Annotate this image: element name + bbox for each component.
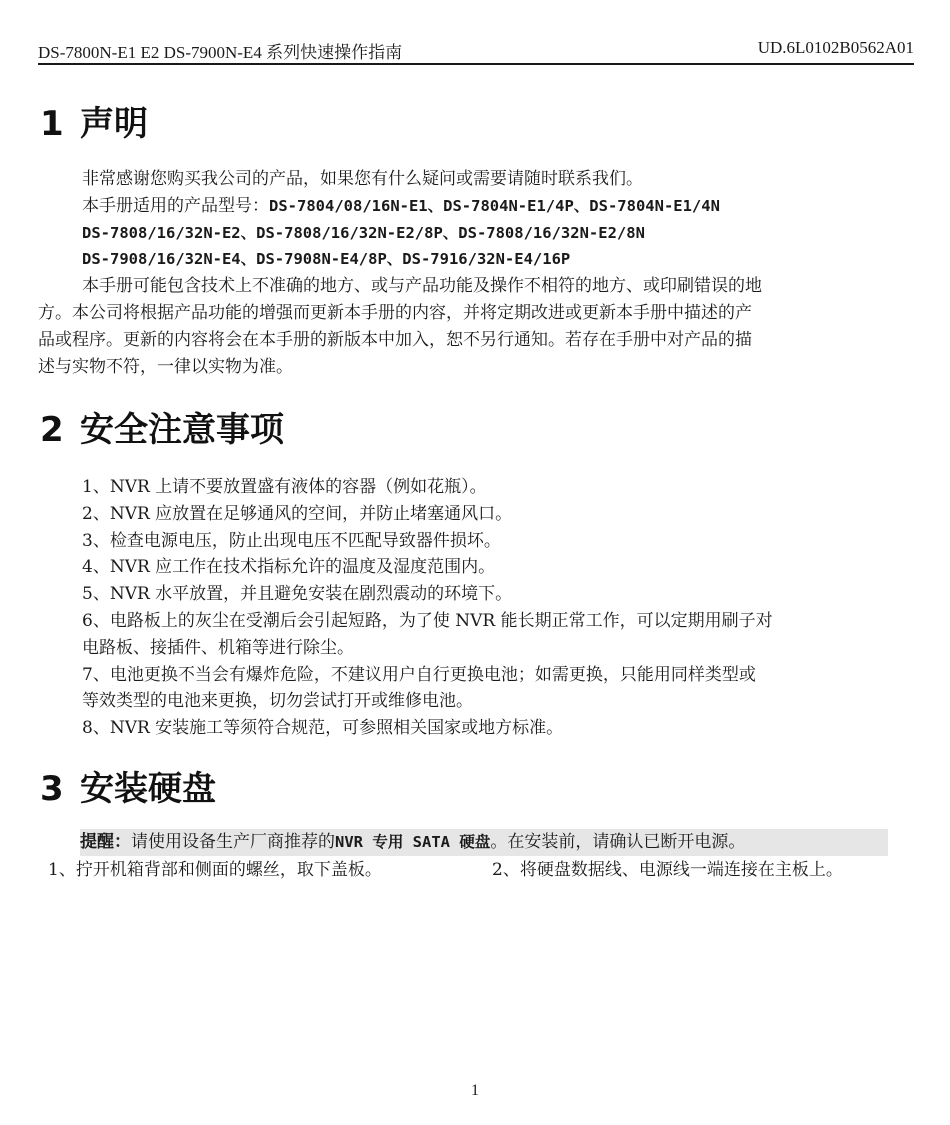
safety-item-7-line-2: 等效类型的电池来更换，切勿尝试打开或维修电池。 [82, 691, 473, 712]
install-steps [48, 857, 912, 884]
reminder-disk-type: NVR 专用 SATA 硬盘 [335, 833, 491, 851]
models-label: 本手册适用的产品型号： [82, 195, 269, 216]
section-3-number: 3 [40, 769, 64, 809]
section-1-number: 1 [40, 104, 64, 144]
reminder-text-pre: 请使用设备生产厂商推荐的 [131, 832, 335, 852]
reminder-text-post: 。在安装前，请确认已断开电源。 [490, 832, 746, 852]
safety-item-4: 4、NVR 应工作在技术指标允许的温度及湿度范围内。 [82, 557, 496, 578]
safety-item-3: 3、检查电源电压，防止出现电压不匹配导致器件损坏。 [82, 530, 501, 551]
models-line-2: DS-7808/16/32N-E2、DS-7808/16/32N-E2/8P、DS-7808/16/32N-E2/8N [82, 223, 645, 242]
safety-item-5: 5、NVR 水平放置，并且避免安装在剧烈震动的环境下。 [82, 584, 513, 605]
section-2-title: 安全注意事项 [80, 410, 284, 450]
reminder-note [80, 829, 888, 856]
header-rule [38, 63, 914, 65]
safety-item-6-line-2: 电路板、接插件、机箱等进行除尘。 [82, 637, 354, 658]
section-1-heading [40, 103, 148, 145]
safety-item-7-line-1: 7、电池更换不当会有爆炸危险，不建议用户自行更换电池；如需更换，只能用同样类型或 [82, 664, 756, 685]
disclaimer-line-4: 述与实物不符，一律以实物为准。 [38, 356, 293, 377]
install-step-1: 1、拧开机箱背部和侧面的螺丝，取下盖板。 [48, 860, 382, 880]
section-1-body [38, 166, 912, 380]
header-title: DS-7800N-E1 E2 DS-7900N-E4 系列快速操作指南 [38, 43, 403, 62]
section-3-heading [40, 768, 216, 810]
models-line-1: DS-7804/08/16N-E1、DS-7804N-E1/4P、DS-7804N-E1/4N [269, 196, 720, 215]
models-paragraph [38, 193, 912, 220]
reminder-label: 提醒： [80, 832, 131, 852]
safety-item-1: 1、NVR 上请不要放置盛有液体的容器（例如花瓶）。 [82, 477, 487, 497]
disclaimer-paragraph [38, 273, 912, 380]
section-1-title: 声明 [80, 104, 148, 144]
disclaimer-line-3: 品或程序。更新的内容将会在本手册的新版本中加入，恕不另行通知。若存在手册中对产品的描 [38, 329, 752, 350]
models-line-2-row [38, 220, 912, 247]
disclaimer-line-1: 本手册可能包含技术上不准确的地方、或与产品功能及操作不相符的地方、或印刷错误的地 [82, 276, 762, 297]
page-number: 1 [471, 1082, 479, 1099]
safety-item-6-line-1: 6、电路板上的灰尘在受潮后会引起短路，为了使 NVR 能长期正常工作，可以定期用刷子对 [82, 610, 773, 631]
install-step-2: 2、将硬盘数据线、电源线一端连接在主板上。 [492, 860, 843, 880]
models-line-3-row [38, 246, 912, 273]
document-code: UD.6L0102B0562A01 [757, 38, 914, 57]
section-3-title: 安装硬盘 [80, 769, 216, 809]
models-line-3: DS-7908/16/32N-E4、DS-7908N-E4/8P、DS-7916/32N-E4/16P [82, 250, 571, 269]
disclaimer-line-2: 方。本公司将根据产品功能的增强而更新本手册的内容，并将定期改进或更新本手册中描述的产 [38, 302, 752, 323]
safety-item-2: 2、NVR 应放置在足够通风的空间，并防止堵塞通风口。 [82, 503, 513, 524]
safety-list [82, 474, 912, 742]
safety-item-8: 8、NVR 安装施工等须符合规范，可参照相关国家或地方标准。 [82, 718, 564, 739]
running-header [38, 38, 914, 62]
section-2-number: 2 [40, 410, 64, 450]
intro-paragraph: 非常感谢您购买我公司的产品，如果您有什么疑问或需要请随时联系我们。 [82, 169, 643, 189]
section-2-heading [40, 409, 284, 451]
